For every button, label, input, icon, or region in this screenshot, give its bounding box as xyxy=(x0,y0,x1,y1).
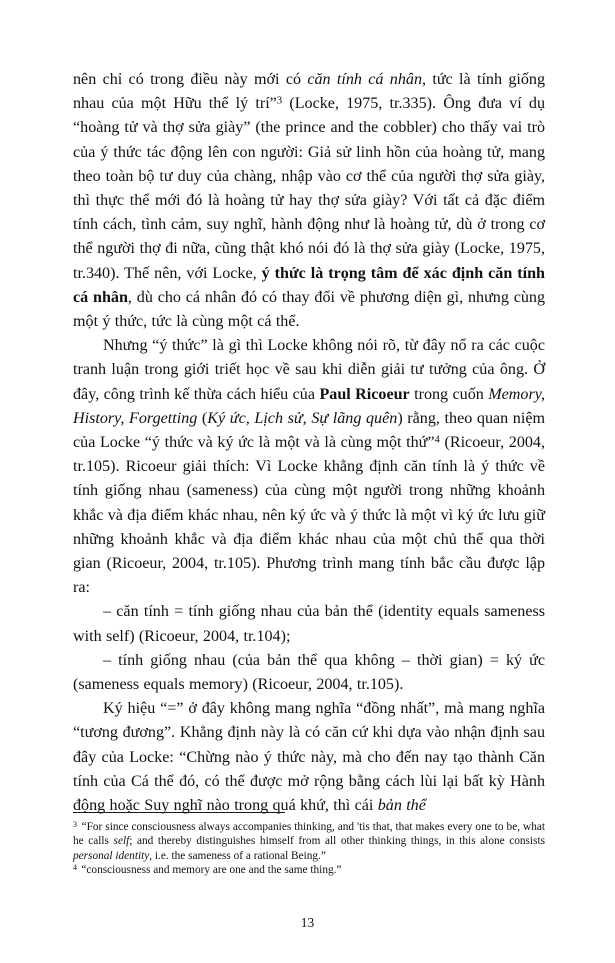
text-run: nên chỉ có trong điều này mới có xyxy=(73,71,308,88)
footnote-number: 4 xyxy=(73,862,78,872)
text-run: , dù cho cá nhân đó có thay đổi về phương diện gì, nhưng cùng một ý thức, tức là cùng một cá thể. xyxy=(73,288,546,331)
body-text-column xyxy=(73,68,545,818)
page-number: 13 xyxy=(300,915,315,930)
body-list-item-1 xyxy=(73,600,545,648)
text-run: “consciousness and memory are one and the same thing.” xyxy=(81,863,342,876)
text-run: , tức là tính giống nhau của một Hữu thể lý trí” xyxy=(73,71,545,113)
body-paragraph-3 xyxy=(73,697,545,818)
body-list-item-2 xyxy=(73,649,545,697)
emphasis-italic: bản thể xyxy=(377,797,426,815)
emphasis-bold: Paul Ricoeur xyxy=(319,385,410,403)
emphasis-italic: Ký ức, Lịch sử, Sự lãng quên xyxy=(207,409,398,427)
footnote-marker: 3 xyxy=(276,95,283,107)
text-run: ) rằng, theo quan niệm của Locke “ý thức và ký ức là một và là cùng một thứ” xyxy=(73,409,545,452)
emphasis-italic: self xyxy=(113,835,130,848)
body-paragraph-1 xyxy=(73,68,545,334)
footnote-marker: 4 xyxy=(434,434,440,446)
footnote-number: 3 xyxy=(73,819,78,829)
text-run: Nhưng “ý thức” là gì thì Locke không nói rõ, từ đây nổ ra các cuộc tranh luận trong giới triết học về sau khi diễn giải tư tưởng của ông. Ở đây, công trình kế thừa cách hiểu của xyxy=(73,337,545,403)
text-run: – tính giống nhau (của bản thể qua không – thời gian) = ký ức (sameness equals memory) (Ricoeur, 2004, tr.105). xyxy=(73,651,545,694)
text-run: (Locke, 1975, tr.335). Ông đưa ví dụ “hoàng tử và thợ sửa giày” (the prince and the cobbler) cho thấy vai trò của ý thức tác động lên con người: Giả sử linh hồn của hoàng tử, mang theo toàn bộ tư duy của chàng, nhập vào cơ thể của người thợ sửa giày, thì thực thể mới đó là hoàng tử hay thợ sửa giày? Với tất cả đặc điểm tính cách, tình cảm, suy nghĩ, hành động như là hoàng tử, dù ở trong cơ thể người thợ đi nữa, cũng thật khó nói đó là thợ sửa giày (Locke, 1975, tr.340). Thế nên, với Locke, xyxy=(73,95,546,282)
emphasis-italic: Memory, History, Forgetting xyxy=(73,385,546,427)
footnote-3 xyxy=(73,820,545,863)
footnote-4 xyxy=(73,863,545,877)
emphasis-italic: căn tính cá nhân xyxy=(307,71,422,88)
text-run: , i.e. the sameness of a rational Being.” xyxy=(149,849,326,862)
text-run: ; and thereby distinguishes himself from all other thinking things, in this alone consists xyxy=(129,835,545,848)
text-run: (Ricoeur, 2004, tr.105). Ricoeur giải thích: Vì Locke khẳng định căn tính là ý thức về tính giống nhau (sameness) của cùng một người trong những khoảnh khắc và địa điểm khác nhau, nên ký ức và ý thức là một vì ký ức lưu giữ những khoảnh khắc và địa điểm khác nhau của một chủ thể qua thời gian (Ricoeur, 2004, tr.105). Phương trình mang tính bắc cầu được lập ra: xyxy=(73,434,546,597)
text-run: Ký hiệu “=” ở đây không mang nghĩa “đồng nhất”, mà mang nghĩa “tương đương”. Khẳng định này là có căn cứ khi dựa vào nhận định sau đây của Locke: “Chừng nào ý thức này, mà cho đến nay tạo thành Căn tính của Cá thể đó, có thể được mở rộng bằng cách lùi lại bất kỳ Hành động hoặc Suy nghĩ nào trong quá khứ, thì cái xyxy=(73,700,545,815)
footnote-area xyxy=(73,812,545,877)
text-run: ( xyxy=(197,409,208,427)
footnote-separator-rule xyxy=(73,812,285,813)
emphasis-bold: ý thức là trọng tâm để xác định căn tính cá nhân xyxy=(73,264,545,306)
emphasis-italic: personal identity xyxy=(73,849,150,862)
text-run: “For since consciousness always accompanies thinking, and 'tis that, that makes every one to be, what he calls xyxy=(73,821,545,848)
text-run: trong cuốn xyxy=(409,385,489,403)
text-run: – căn tính = tính giống nhau của bản thể (identity equals sameness with self) (Ricoeur, 2004, tr.104); xyxy=(73,603,545,645)
body-paragraph-2 xyxy=(73,334,545,600)
